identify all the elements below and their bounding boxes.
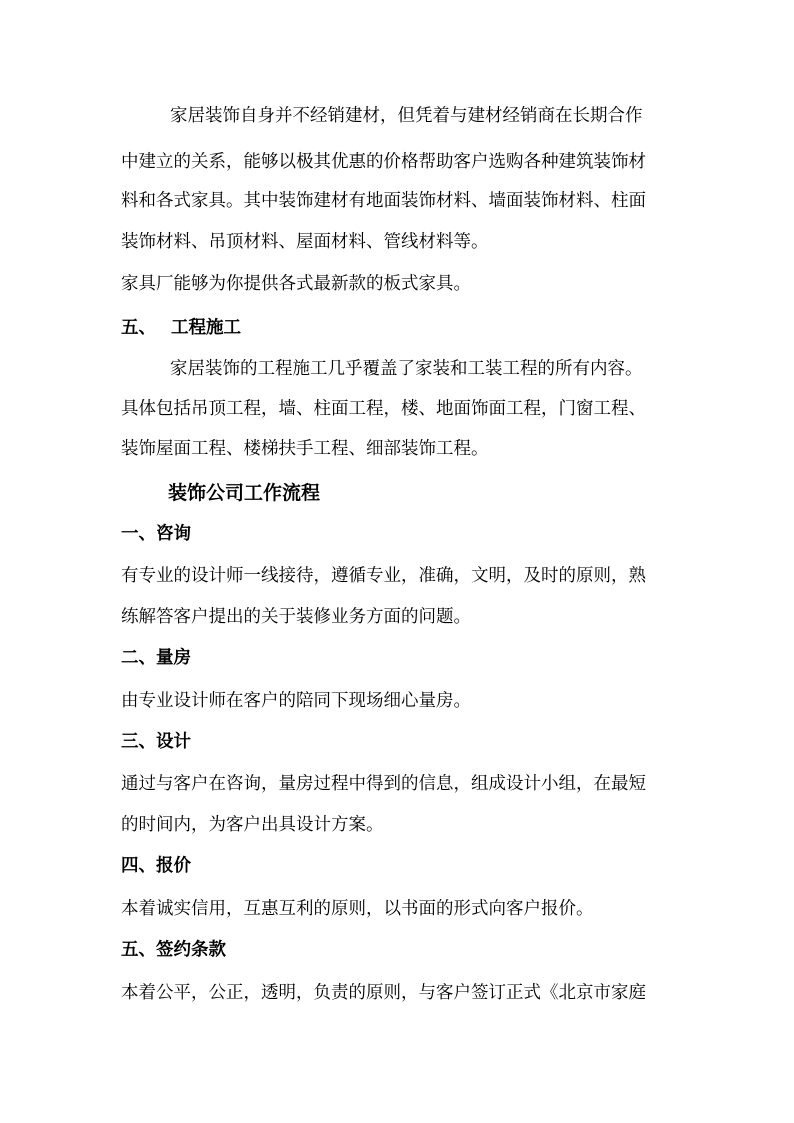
paragraph-line: 装饰屋面工程、楼梯扶手工程、细部装饰工程。 [121, 439, 489, 459]
paragraph-line: 家具厂能够为你提供各式最新款的板式家具。 [121, 274, 471, 294]
paragraph-line: 家居装饰的工程施工几乎覆盖了家装和工装工程的所有内容。 [170, 359, 643, 379]
section-heading: 二、量房 [121, 648, 191, 668]
section-number: 五、 [121, 318, 156, 338]
paragraph-line: 的时间内，为客户出具设计方案。 [121, 815, 384, 835]
paragraph-line: 本着公平，公正，透明，负责的原则，与客户签订正式《北京市家庭 [121, 983, 646, 1003]
paragraph-line: 本着诚实信用，互惠互利的原则，以书面的形式向客户报价。 [121, 899, 594, 919]
section-title: 工程施工 [171, 318, 241, 338]
section-heading: 四、报价 [121, 856, 191, 876]
paragraph-line: 通过与客户在咨询，量房过程中得到的信息，组成设计小组，在最短 [121, 774, 646, 794]
paragraph-line: 家居装饰自身并不经销建材，但凭着与建材经销商在长期合作 [170, 106, 643, 126]
section-heading: 五、签约条款 [121, 940, 226, 960]
paragraph-line: 具体包括吊顶工程，墙、柱面工程，楼、地面饰面工程，门窗工程、 [121, 399, 646, 419]
section-heading: 一、咨询 [121, 524, 191, 544]
section-heading [121, 316, 681, 340]
paragraph-line: 料和各式家具。其中装饰建材有地面装饰材料、墙面装饰材料、柱面 [121, 191, 646, 211]
paragraph-line: 中建立的关系，能够以极其优惠的价格帮助客户选购各种建筑装饰材 [121, 152, 646, 172]
document-title: 装饰公司工作流程 [168, 482, 321, 504]
paragraph-line: 有专业的设计师一线接待，遵循专业，准确，文明，及时的原则，熟 [121, 566, 646, 586]
section-heading: 三、设计 [121, 732, 191, 752]
paragraph-line: 练解答客户提出的关于装修业务方面的问题。 [121, 607, 471, 627]
paragraph-line: 由专业设计师在客户的陪同下现场细心量房。 [121, 691, 471, 711]
paragraph-line: 装饰材料、吊顶材料、屋面材料、管线材料等。 [121, 232, 489, 252]
